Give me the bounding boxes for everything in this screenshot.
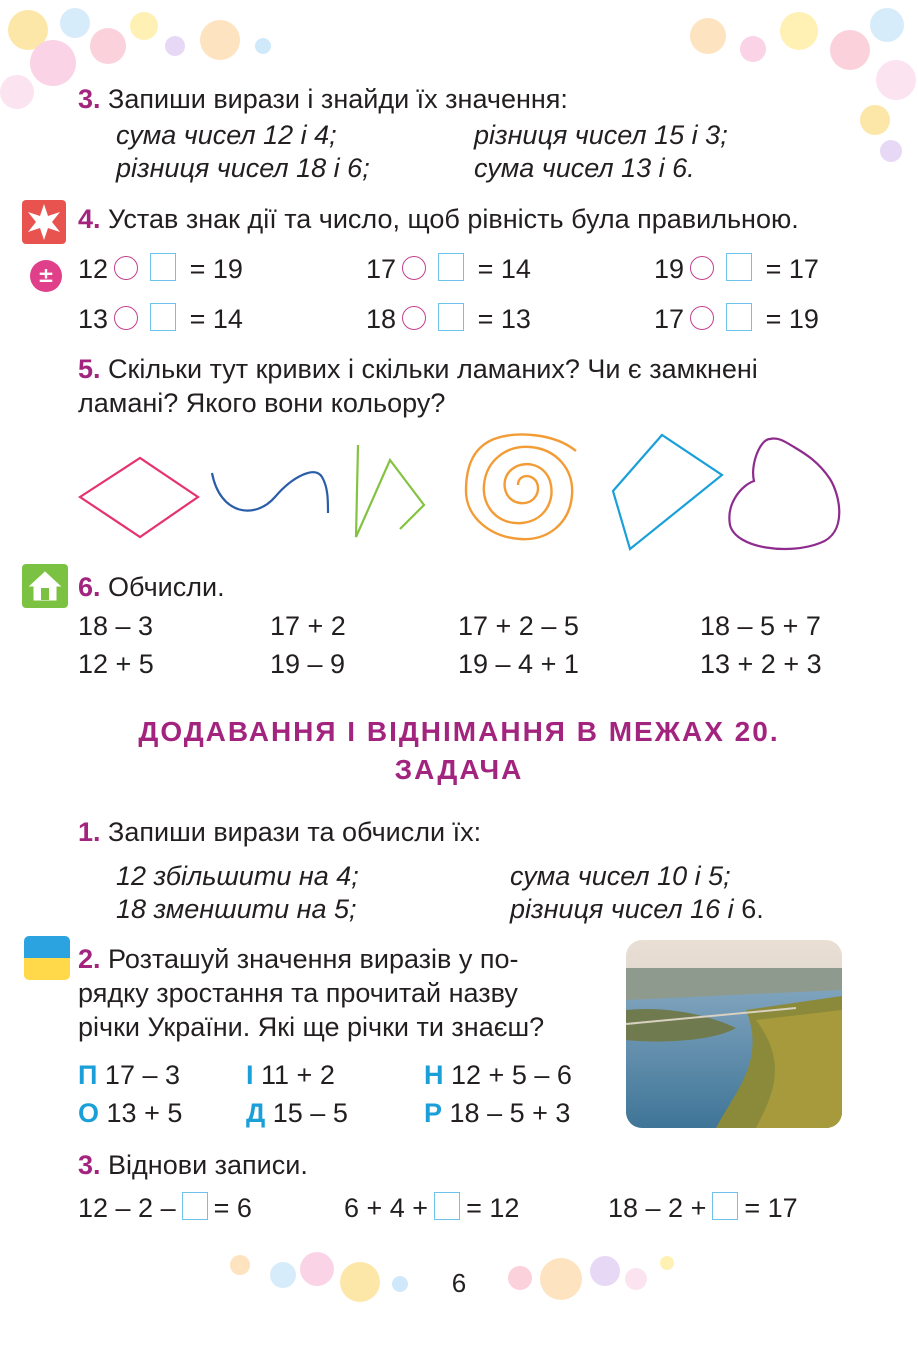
expression-text: різниця чисел 16 і 6. [510,894,764,924]
green-polyline [356,445,424,537]
expression-text: сума чисел 10 і 5; [510,861,731,891]
task-text: рядку зростання та прочитай назву [78,978,518,1008]
expression: 12 + 5 [78,649,154,679]
equation: 6 + 4 + = 12 [344,1193,520,1223]
sign-circle[interactable] [690,306,714,330]
number-box[interactable] [182,1192,208,1220]
expression-text: різниця чисел 18 і 6; [116,153,370,183]
task-text: Запиши вирази і знайди їх значення: [108,84,568,114]
shapes-figure [70,425,850,560]
equation: 18 – 2 + = 17 [608,1193,798,1223]
orange-spiral [466,435,576,540]
expression-text: сума чисел 13 і 6. [474,153,695,183]
expression: 17 + 2 – 5 [458,611,579,641]
plus-minus-icon [30,260,62,292]
number-box[interactable] [150,303,176,331]
expression: 17 + 2 [270,611,346,641]
sign-circle[interactable] [114,256,138,280]
task-text: ламані? Якого вони кольору? [78,388,446,418]
star-icon [22,200,66,244]
expression: 19 – 9 [270,649,346,679]
svg-text:±: ± [37,263,55,287]
letter-expression: Н 12 + 5 – 6 [424,1060,572,1090]
task-number: 3. [78,84,101,114]
section-title: ДОДАВАННЯ І ВІДНІМАННЯ В МЕЖАХ 20. [138,716,780,747]
sign-circle[interactable] [402,256,426,280]
sign-circle[interactable] [402,306,426,330]
letter-expression: П 17 – 3 [78,1060,180,1090]
task4-heading [78,202,799,236]
page-number: 6 [451,1268,467,1298]
number-box[interactable] [438,303,464,331]
expression: 19 – 4 + 1 [458,649,579,679]
closed-curve [729,438,839,549]
task5-heading [78,352,758,386]
rhombus-shape [80,458,198,537]
task-text: Запиши вирази та обчисли їх: [108,817,482,847]
task-text: Обчисли. [108,572,225,602]
letter-expression: І 11 + 2 [246,1060,335,1090]
expression-text: 18 зменшити на 5; [116,894,357,924]
task-number: 1. [78,817,101,847]
blue-quadrilateral [613,435,722,549]
expression-text: сума чисел 12 і 4; [116,120,337,150]
number-box[interactable] [726,303,752,331]
task-text: річки України. Які ще річки ти знаєш? [78,1012,545,1042]
task-number: 3. [78,1150,101,1180]
house-icon [22,564,68,608]
task6-heading [78,570,225,604]
task-number: 2. [78,944,101,974]
letter-expression: Р 18 – 5 + 3 [424,1098,571,1128]
equation: 13 = 14 [78,304,243,334]
river-photo [626,940,842,1128]
task3-heading [78,82,568,116]
expression: 18 – 5 + 7 [700,611,821,641]
equation: 18 = 13 [366,304,531,334]
task-text: Віднови записи. [108,1150,308,1180]
expression-text: 12 збільшити на 4; [116,861,359,891]
section-subtitle: ЗАДАЧА [394,754,524,785]
expression: 13 + 2 + 3 [700,649,822,679]
sign-circle[interactable] [690,256,714,280]
number-box[interactable] [726,253,752,281]
equation: 17 = 19 [654,304,819,334]
sign-circle[interactable] [114,306,138,330]
s1-heading [78,815,481,849]
letter-expression: Д 15 – 5 [246,1098,348,1128]
number-box[interactable] [712,1192,738,1220]
s2-heading [78,942,519,976]
number-box[interactable] [434,1192,460,1220]
number-box[interactable] [150,253,176,281]
equation: 17 = 14 [366,254,531,284]
number-box[interactable] [438,253,464,281]
task-number: 5. [78,354,101,384]
task-number: 4. [78,204,101,234]
expression: 18 – 3 [78,611,154,641]
task-text: Розташуй значення виразів у по- [108,944,519,974]
task-number: 6. [78,572,101,602]
equation: 12 – 2 – = 6 [78,1193,252,1223]
task-text: Скільки тут кривих і скільки ламаних? Чи є замкнені [108,354,758,384]
equation: 12 = 19 [78,254,243,284]
equation: 19 = 17 [654,254,819,284]
letter-expression: О 13 + 5 [78,1098,183,1128]
task-text: Устав знак дії та число, щоб рівність була правильною. [108,204,799,234]
ukraine-flag-icon [24,936,70,980]
expression-text: різниця чисел 15 і 3; [474,120,728,150]
wave-curve [212,472,328,513]
s3-heading [78,1148,308,1182]
